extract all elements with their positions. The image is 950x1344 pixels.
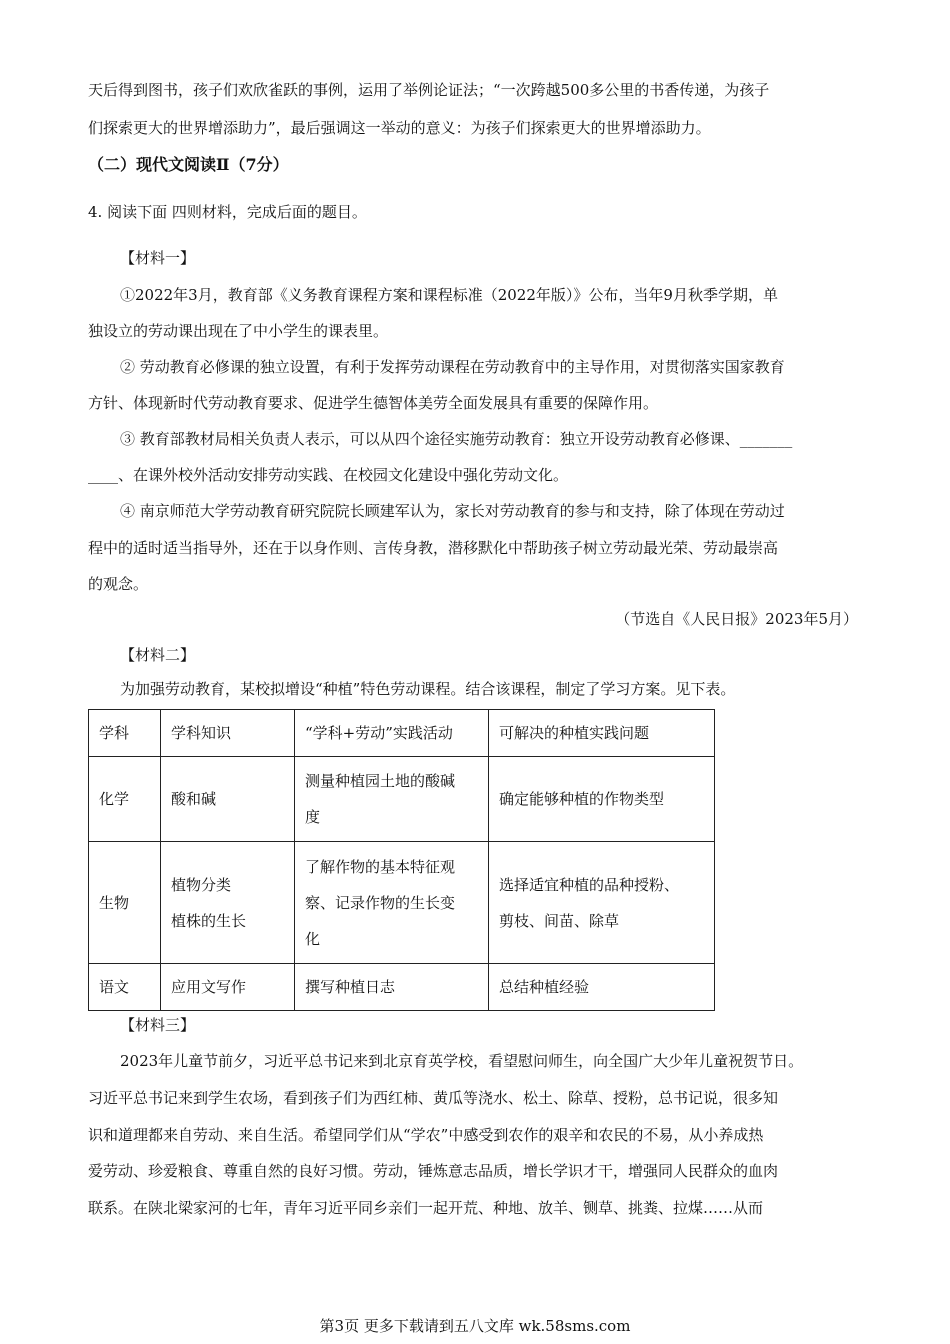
table-cell [161,842,295,964]
table-cell [489,964,715,1011]
cell-line: 察、记录作物的生长变 [305,893,456,912]
paragraph: 2023年儿童节前夕，习近平总书记来到北京育英学校，看望慰问师生，向全国广大少年儿童祝贺节日。 [120,1052,804,1070]
paragraph: 爱劳动、珍爱粮食、尊重自然的良好习惯。劳动，锤炼意志品质，增长学识才干，增强同人民群众的血肉 [88,1162,779,1180]
table-cell [161,964,295,1011]
table-cell: 生物 [89,842,161,964]
material-label: 【材料三】 [120,1016,196,1034]
body-line: 们探索更大的世界增添助力”，最后强调这一举动的意义：为孩子们探索更大的世界增添助力。 [88,119,711,137]
table-cell [295,757,489,842]
paragraph: 习近平总书记来到学生农场，看到孩子们为西红柿、黄瓜等浇水、松土、除草、授粉，总书记说，很多知 [88,1089,779,1107]
material-label: 【材料一】 [120,249,196,267]
paragraph: 程中的适时适当指导外，还在于以身作则、言传身教，潜移默化中帮助孩子树立劳动最光荣、劳动最崇高 [88,539,779,557]
table-cell [489,842,715,964]
table-row [89,757,715,842]
header-cell: “学科+劳动”实践活动 [295,710,489,757]
cell-line: 剪枝、间苗、除草 [499,911,620,930]
table-cell [295,842,489,964]
table-header-row [89,710,715,757]
paragraph: ____、在课外校外活动安排劳动实践、在校园文化建设中强化劳动文化。 [88,466,569,484]
page-footer: 第3页 更多下载请到五八文库 wk.58sms.com [319,1317,631,1335]
paragraph: ①2022年3月，教育部《义务教育课程方案和课程标准（2022年版）》公布，当年9月秋季学期，单 [120,286,778,304]
table-cell [295,964,489,1011]
table-cell: 化学 [89,757,161,842]
paragraph: 联系。在陕北梁家河的七年，青年习近平同乡亲们一起开荒、种地、放羊、铡草、挑粪、拉煤……从而 [88,1199,764,1217]
header-cell: 学科 [89,710,161,757]
paragraph: ② 劳动教育必修课的独立设置，有利于发挥劳动课程在劳动教育中的主导作用，对贯彻落实国家教育 [120,358,785,376]
header-cell: 可解决的种植实践问题 [489,710,715,757]
paragraph: 独设立的劳动课出现在了中小学生的课表里。 [88,322,389,340]
section-heading: （二）现代文阅读Ⅱ（7分） [88,155,289,174]
paragraph: 方针、体现新时代劳动教育要求、促进学生德智体美劳全面发展具有重要的保障作用。 [88,394,659,412]
cell-line: 酸和碱 [171,790,217,808]
table-cell [161,757,295,842]
cell-line: 确定能够种植的作物类型 [499,790,665,808]
study-plan-table [88,709,715,1011]
cell-line: 度 [305,808,321,826]
paragraph: 为加强劳动教育，某校拟增设“种植”特色劳动课程。结合该课程，制定了学习方案。见下表。 [120,680,736,698]
paragraph: ④ 南京师范大学劳动教育研究院院长顾建军认为，家长对劳动教育的参与和支持，除了体现在劳动过 [120,502,785,520]
cell-line: 植物分类 [171,875,232,894]
paragraph: ③ 教育部教材局相关负责人表示，可以从四个途径实施劳动教育：独立开设劳动教育必修课、_______ [120,430,793,448]
table-row [89,842,715,964]
table-cell [489,757,715,842]
cell-line: 应用文写作 [171,978,247,996]
cell-line: 化 [305,929,321,948]
cell-line: 撰写种植日志 [305,978,396,996]
question-title: 4. 阅读下面 四则材料，完成后面的题目。 [88,203,367,221]
source-citation: （节选自《人民日报》2023年5月） [615,610,858,628]
cell-line: 选择适宜种植的品种授粉、 [499,875,680,894]
paragraph: 的观念。 [88,575,149,593]
cell-line: 测量种植园土地的酸碱 [305,772,456,790]
material-label: 【材料二】 [120,646,196,664]
paragraph: 识和道理都来自劳动、来自生活。希望同学们从“学农”中感受到农作的艰辛和农民的不易，从小养成热 [88,1126,764,1144]
header-cell: 学科知识 [161,710,295,757]
cell-line: 总结种植经验 [499,978,590,996]
body-line: 天后得到图书，孩子们欢欣雀跃的事例，运用了举例论证法；“一次跨越500多公里的书香传递，为孩子 [88,81,770,99]
cell-line: 植株的生长 [171,911,247,930]
cell-line: 了解作物的基本特征观 [305,857,456,876]
table-cell: 语文 [89,964,161,1011]
table-row [89,964,715,1011]
